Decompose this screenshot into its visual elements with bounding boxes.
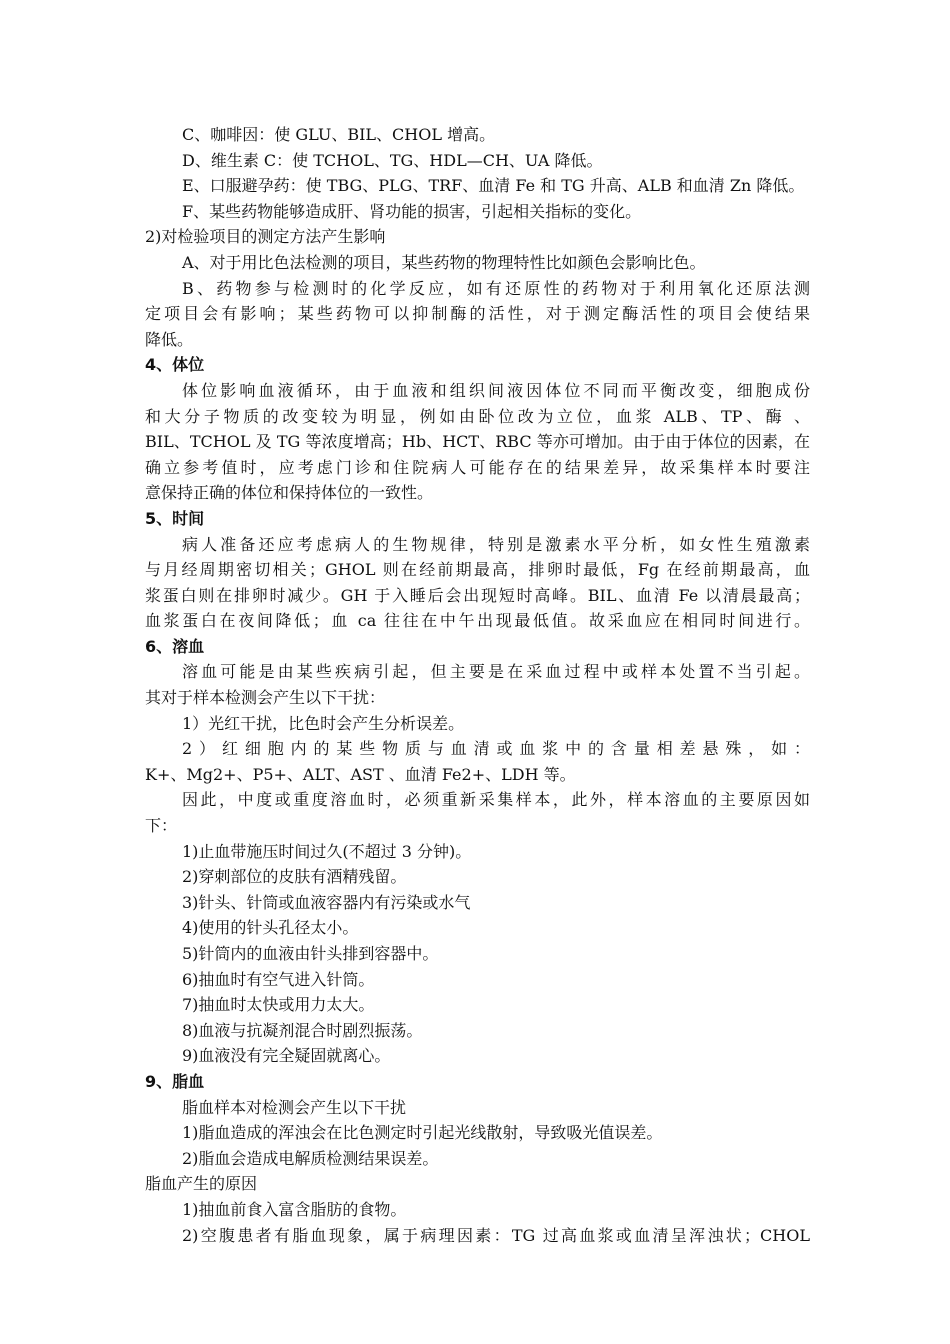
section-heading: 5、时间 [145, 508, 205, 528]
text-line: 溶血可能是由某些疾病引起，但主要是在采血过程中或样本处置不当引起。 [182, 662, 810, 682]
text-line: 5)针筒内的血液由针头排到容器中。 [182, 944, 439, 963]
text-line: 浆蛋白则在排卵时减少。GH 于入睡后会出现短时高峰。BIL、血清 Fe 以清晨最高； [145, 585, 810, 605]
text-line: K+、Mg2+、P5+、ALT、AST 、血清 Fe2+、LDH 等。 [145, 764, 576, 784]
text-line: 1)脂血造成的浑浊会在比色测定时引起光线散射，导致吸光值误差。 [182, 1123, 663, 1143]
text-line: 确立参考值时，应考虑门诊和住院病人可能存在的结果差异，故采集样本时要注 [145, 457, 810, 477]
text-line: 4)使用的针头孔径太小。 [182, 918, 359, 938]
text-line: 7)抽血时太快或用力太大。 [182, 995, 375, 1015]
text-line: B、药物参与检测时的化学反应，如有还原性的药物对于利用氧化还原法测 [182, 278, 810, 298]
section-heading: 6、溶血 [145, 636, 205, 656]
text-line: 血浆蛋白在夜间降低；血 ca 往往在中午出现最低值。故采血应在相同时间进行。 [145, 611, 810, 631]
text-line: 其对于样本检测会产生以下干扰： [145, 688, 386, 708]
text-line: 意保持正确的体位和保持体位的一致性。 [145, 483, 434, 503]
text-line: A、对于用比色法检测的项目，某些药物的物理特性比如颜色会影响比色。 [182, 252, 706, 272]
text-line: 脂血样本对检测会产生以下干扰 [182, 1097, 407, 1117]
text-line: 与月经周期密切相关；GHOL 则在经前期最高，排卵时最低，Fg 在经前期最高，血 [145, 560, 810, 580]
document-page [145, 122, 810, 1248]
text-line: BIL、TCHOL 及 TG 等浓度增高；Hb、HCT、RBC 等亦可增加。由于由于体位的因素，在 [145, 432, 810, 452]
text-line: 和大分子物质的改变较为明显，例如由卧位改为立位，血浆 ALB、TP、酶 、 [145, 406, 810, 426]
text-line: 6)抽血时有空气进入针筒。 [182, 969, 375, 989]
text-line: 2）红细胞内的某些物质与血清或血浆中的含量相差悬殊，如： [182, 739, 810, 759]
text-line: 1)抽血前食入富含脂肪的食物。 [182, 1199, 407, 1219]
text-line: 下： [145, 816, 178, 836]
section-heading: 4、体位 [145, 355, 205, 375]
text-line: 9)血液没有完全疑固就离心。 [182, 1046, 391, 1066]
text-line: 2)脂血会造成电解质检测结果误差。 [182, 1148, 439, 1168]
text-line: 2)空腹患者有脂血现象，属于病理因素：TG 过高血浆或血清呈浑浊状；CHOL [182, 1225, 810, 1245]
text-line: 3)针头、针筒或血液容器内有污染或水气 [182, 892, 471, 912]
text-line: E、口服避孕药：使 TBG、PLG、TRF、血清 Fe 和 TG 升高、ALB 和血清 Zn 降低。 [182, 176, 805, 196]
text-line: F、某些药物能够造成肝、肾功能的损害，引起相关指标的变化。 [182, 201, 642, 221]
text-line: 2)穿刺部位的皮肤有酒精残留。 [182, 867, 407, 887]
text-line: 体位影响血液循环，由于血液和组织间液因体位不同而平衡改变，细胞成份 [182, 380, 810, 400]
text-line: 降低。 [145, 329, 194, 349]
text-line: D、维生素 C：使 TCHOL、TG、HDL—CH、UA 降低。 [182, 150, 603, 170]
text-line: 2)对检验项目的测定方法产生影响 [145, 227, 386, 247]
text-line: C、咖啡因：使 GLU、BIL、CHOL 增高。 [182, 125, 496, 144]
text-line: 8)血液与抗凝剂混合时剧烈振荡。 [182, 1020, 423, 1040]
text-line: 1)止血带施压时间过久(不超过 3 分钟)。 [182, 841, 472, 861]
text-line: 脂血产生的原因 [145, 1174, 258, 1194]
text-line: 病人准备还应考虑病人的生物规律，特别是激素水平分析，如女性生殖激素 [182, 534, 810, 554]
text-line: 因此，中度或重度溶血时，必须重新采集样本，此外，样本溶血的主要原因如 [182, 790, 810, 810]
text-line: 定项目会有影响；某些药物可以抑制酶的活性，对于测定酶活性的项目会使结果 [145, 304, 810, 324]
section-heading: 9、脂血 [145, 1071, 205, 1091]
text-line: 1）光红干扰，比色时会产生分析误差。 [182, 713, 465, 733]
